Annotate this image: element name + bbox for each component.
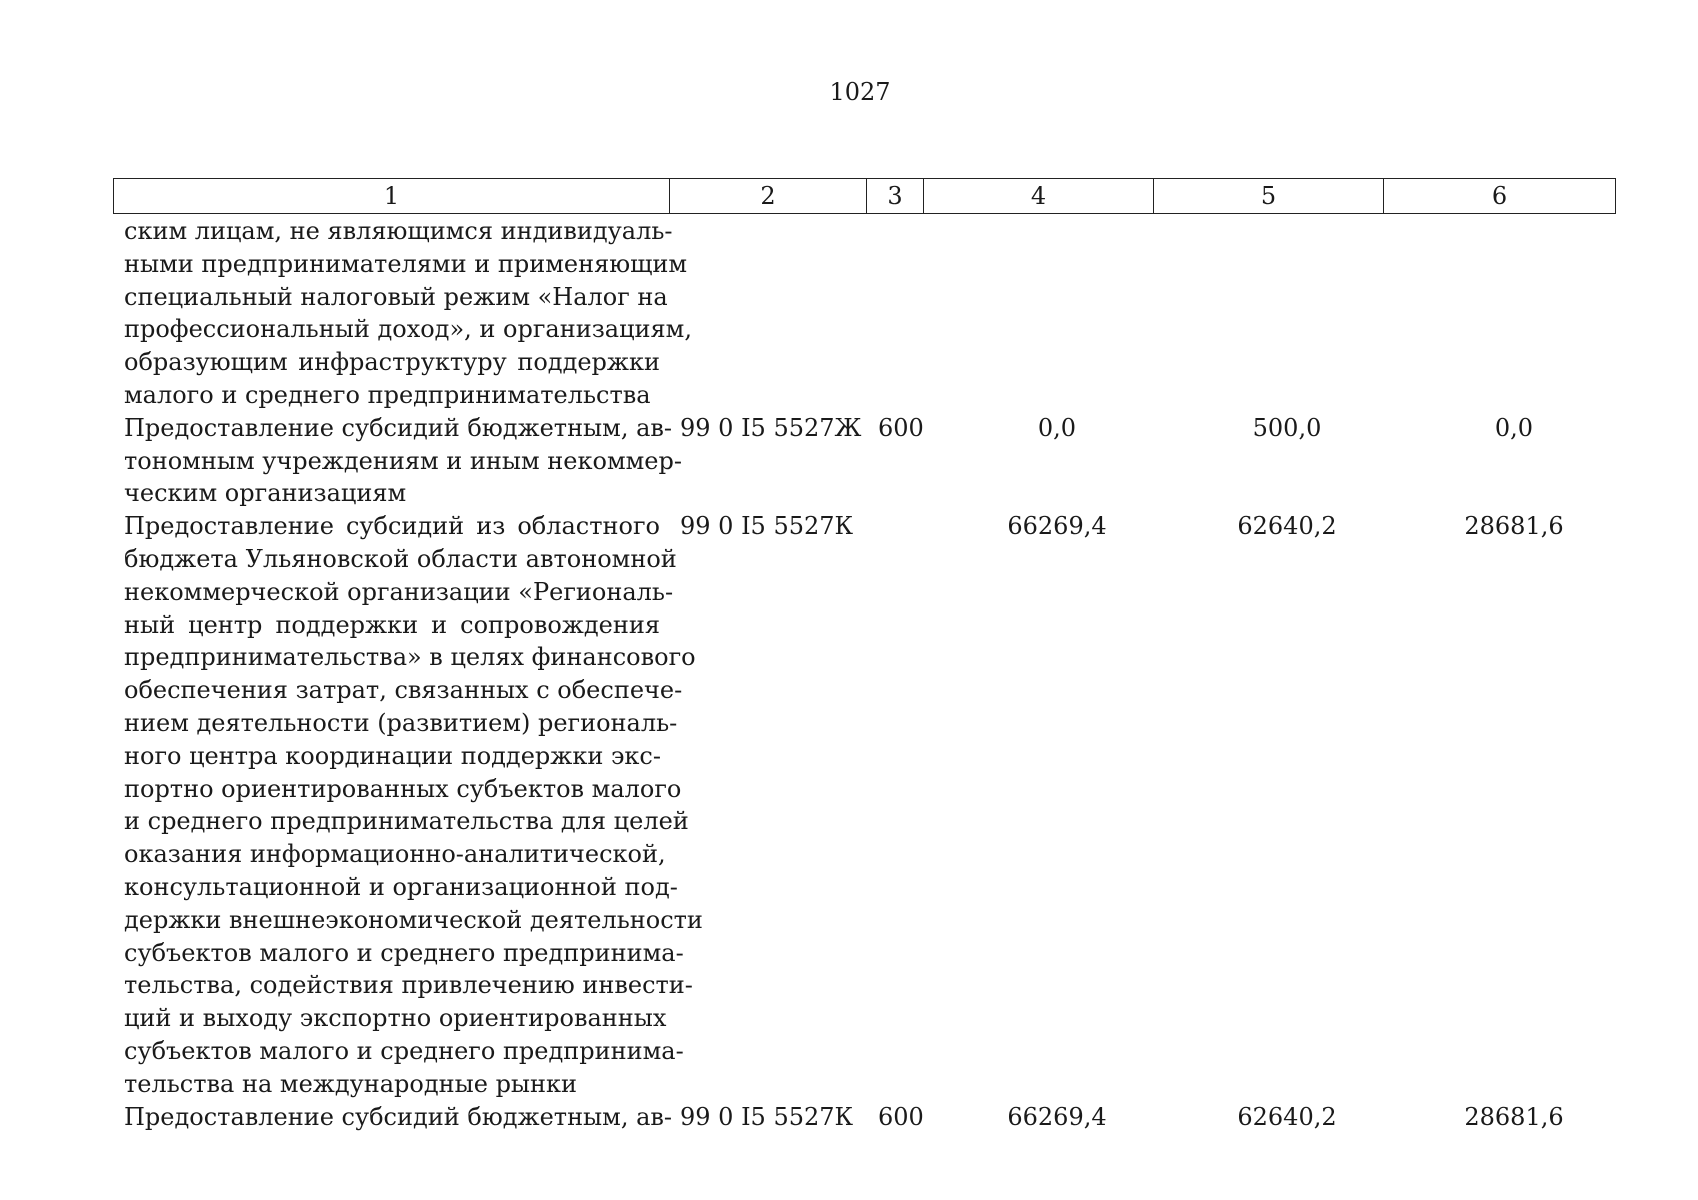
description-line: портно ориентированных субъектов малого <box>124 774 682 803</box>
description-line: нием деятельности (развитием) региональ- <box>124 708 678 737</box>
expense-type-code: 600 <box>878 413 924 442</box>
description-line: и среднего предпринимательства для целей <box>124 807 689 836</box>
column-header-2: 2 <box>670 179 867 214</box>
description-line: тельства, содействия привлечению инвести- <box>124 971 693 1000</box>
description-line: субъектов малого и среднего предпринима- <box>124 1036 684 1065</box>
amount-col-6: 0,0 <box>1494 413 1534 442</box>
row-description <box>124 412 682 510</box>
target-article-code: 99 0 I5 5527К <box>680 512 854 541</box>
description-line: некоммерческой организации «Региональ- <box>124 577 674 606</box>
description-line: Предоставление субсидий из областного <box>124 512 660 541</box>
column-header-5: 5 <box>1154 179 1384 214</box>
description-line: образующим инфраструктуру поддержки <box>124 348 660 377</box>
target-article-code: 99 0 I5 5527К <box>680 1102 854 1131</box>
description-line: ческим организациям <box>124 479 407 508</box>
description-line: держки внешнеэкономической деятельности <box>124 905 703 934</box>
expense-type-code: 600 <box>878 1102 924 1131</box>
description-line: ный центр поддержки и сопровождения <box>124 610 660 639</box>
description-line: тельства на международные рынки <box>124 1069 578 1098</box>
description-line: профессиональный доход», и организациям, <box>124 315 692 344</box>
description-line: обеспечения затрат, связанных с обеспече- <box>124 676 683 705</box>
description-line: малого и среднего предпринимательства <box>124 380 651 409</box>
description-line: консультационной и организационной под- <box>124 872 678 901</box>
description-line: ским лицам, не являющимся индивидуаль- <box>124 217 673 245</box>
description-line: ного центра координации поддержки экс- <box>124 741 661 770</box>
description-line: Предоставление субсидий бюджетным, ав- <box>124 413 673 442</box>
description-line: субъектов малого и среднего предпринима- <box>124 938 684 967</box>
amount-col-4: 66269,4 <box>1007 512 1107 541</box>
amount-col-5: 500,0 <box>1252 413 1322 442</box>
table-row <box>124 412 1624 510</box>
description-line: бюджета Ульяновской области автономной <box>124 544 677 573</box>
column-header-3: 3 <box>867 179 924 214</box>
amount-col-4: 66269,4 <box>1007 1102 1107 1131</box>
page-number: 1027 <box>829 78 891 106</box>
column-header-6: 6 <box>1384 179 1616 214</box>
description-line: предпринимательства» в целях финансового <box>124 643 696 672</box>
table-row <box>124 1101 1624 1134</box>
row-description <box>124 510 703 1100</box>
amount-col-6: 28681,6 <box>1464 1102 1564 1131</box>
column-header-4: 4 <box>924 179 1154 214</box>
table-body <box>124 215 1624 1133</box>
table-row <box>124 510 1624 1100</box>
row-description <box>124 215 692 412</box>
target-article-code: 99 0 I5 5527Ж <box>680 413 862 442</box>
description-line: тономным учреждениям и иным некоммер- <box>124 446 682 475</box>
amount-col-5: 62640,2 <box>1237 512 1337 541</box>
amount-col-6: 28681,6 <box>1464 512 1564 541</box>
amount-col-5: 62640,2 <box>1237 1102 1337 1131</box>
column-header-1: 1 <box>114 179 670 214</box>
table-row <box>124 215 1624 412</box>
row-description <box>124 1101 673 1134</box>
description-line: Предоставление субсидий бюджетным, ав- <box>124 1102 673 1131</box>
description-line: специальный налоговый режим «Налог на <box>124 282 668 311</box>
description-line: ными предпринимателями и применяющим <box>124 249 688 278</box>
description-line: оказания информационно-аналитической, <box>124 840 666 869</box>
amount-col-4: 0,0 <box>1037 413 1077 442</box>
table-header <box>113 178 1616 214</box>
description-line: ций и выходу экспортно ориентированных <box>124 1004 667 1033</box>
